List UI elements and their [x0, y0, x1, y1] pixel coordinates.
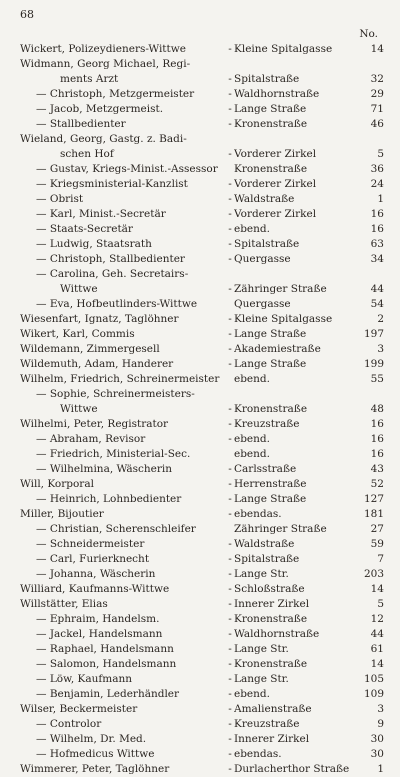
entry-name: — Hofmedicus Wittwe — [36, 748, 155, 760]
entry-separator: - — [228, 208, 232, 220]
entry-house-number: 181 — [363, 508, 384, 520]
entry-street: ebend. — [234, 373, 270, 385]
entry-street: Lange Straße — [234, 493, 307, 505]
list-item — [20, 252, 384, 267]
entry-house-number: 199 — [363, 358, 384, 370]
list-item — [20, 642, 384, 657]
list-item — [20, 222, 384, 237]
entry-street: Quergasse — [234, 253, 291, 265]
list-item — [20, 402, 384, 417]
entry-separator: - — [228, 118, 232, 130]
list-item — [20, 492, 384, 507]
entry-street: Innerer Zirkel — [234, 733, 310, 745]
entry-name: — Wilhelmina, Wäscherin — [36, 463, 173, 475]
entry-name: Wittwe — [60, 283, 98, 295]
entry-name: — Johanna, Wäscherin — [36, 568, 156, 580]
list-item — [20, 417, 384, 432]
column-header-number: No. — [359, 28, 378, 40]
entry-name: — Ephraim, Handelsm. — [36, 613, 160, 625]
entry-name: — Christoph, Stallbedienter — [36, 253, 185, 265]
entry-house-number: 52 — [370, 478, 384, 490]
entry-street: Kleine Spitalgasse — [234, 313, 333, 325]
entry-street: Kronenstraße — [234, 613, 308, 625]
entry-street: ebend. — [234, 448, 270, 460]
entry-separator: - — [228, 688, 232, 700]
entry-street: Lange Str. — [234, 568, 289, 580]
list-item — [20, 207, 384, 222]
entry-name: Wilhelmi, Peter, Registrator — [20, 418, 169, 430]
entry-separator: - — [228, 433, 232, 445]
entry-street: Durlacherthor Straße — [234, 763, 350, 775]
list-item — [20, 627, 384, 642]
list-item — [20, 657, 384, 672]
list-item — [20, 267, 384, 282]
entry-street: Akademiestraße — [234, 343, 321, 355]
entry-separator: - — [228, 313, 232, 325]
entry-house-number: 16 — [370, 223, 384, 235]
entry-house-number: 1 — [377, 763, 384, 775]
entry-street: Waldhornstraße — [234, 88, 320, 100]
entry-name: — Schneidermeister — [36, 538, 145, 550]
entry-street: Kronenstraße — [234, 658, 308, 670]
entry-separator: - — [228, 613, 232, 625]
list-item — [20, 102, 384, 117]
list-item — [20, 567, 384, 582]
entry-name: ments Arzt — [60, 73, 119, 85]
list-item — [20, 537, 384, 552]
entry-house-number: 44 — [370, 283, 384, 295]
entry-name: Wilhelm, Friedrich, Schreinermeister — [20, 373, 220, 385]
entry-street: Zähringer Straße — [234, 283, 327, 295]
entry-street: Lange Straße — [234, 328, 307, 340]
list-item — [20, 462, 384, 477]
entry-separator: - — [228, 643, 232, 655]
entry-house-number: 203 — [363, 568, 384, 580]
list-item — [20, 582, 384, 597]
entry-house-number: 63 — [370, 238, 384, 250]
entry-street: Kronenstraße — [234, 118, 308, 130]
list-item — [20, 747, 384, 762]
entry-street: Amalienstraße — [234, 703, 312, 715]
entry-name: — Salomon, Handelsmann — [36, 658, 177, 670]
entry-name: — Christian, Scherenschleifer — [36, 523, 196, 535]
entry-house-number: 3 — [377, 703, 384, 715]
entry-separator: - — [228, 463, 232, 475]
entry-separator: - — [228, 628, 232, 640]
entry-name: — Raphael, Handelsmann — [36, 643, 174, 655]
entry-separator: - — [228, 103, 232, 115]
entry-street: Kronenstraße — [234, 403, 308, 415]
entry-name: Wittwe — [60, 403, 98, 415]
entry-name: — Karl, Minist.-Secretär — [36, 208, 166, 220]
entry-street: Lange Str. — [234, 643, 289, 655]
entry-house-number: 197 — [363, 328, 384, 340]
entry-house-number: 34 — [370, 253, 384, 265]
entry-name: — Löw, Kaufmann — [36, 673, 133, 685]
entry-street: Kronenstraße — [234, 163, 308, 175]
entry-house-number: 59 — [370, 538, 384, 550]
entry-house-number: 29 — [370, 88, 384, 100]
entry-name: — Kriegsministerial-Kanzlist — [36, 178, 188, 190]
entry-house-number: 14 — [370, 43, 384, 55]
entry-separator: - — [228, 478, 232, 490]
entry-name: Wikert, Karl, Commis — [20, 328, 135, 340]
entry-name: Wieland, Georg, Gastg. z. Badi- — [20, 133, 187, 145]
entry-name: Wilser, Beckermeister — [20, 703, 138, 715]
entry-name: Wildemann, Zimmergesell — [20, 343, 160, 355]
entry-separator: - — [228, 283, 232, 295]
entry-street: Spitalstraße — [234, 73, 300, 85]
entry-separator: - — [228, 343, 232, 355]
entry-name: Williard, Kaufmanns-Wittwe — [20, 583, 170, 595]
entry-street: Spitalstraße — [234, 238, 300, 250]
list-item — [20, 177, 384, 192]
entry-name: — Jacob, Metzgermeist. — [36, 103, 164, 115]
list-item — [20, 297, 384, 312]
entry-name: — Obrist — [36, 193, 84, 205]
entry-house-number: 32 — [370, 73, 384, 85]
entry-house-number: 5 — [377, 598, 384, 610]
entry-house-number: 46 — [370, 118, 384, 130]
entry-separator: - — [228, 583, 232, 595]
list-item — [20, 597, 384, 612]
entry-street: Quergasse — [234, 298, 291, 310]
list-item — [20, 342, 384, 357]
entry-house-number: 1 — [377, 193, 384, 205]
entry-name: — Ludwig, Staatsrath — [36, 238, 152, 250]
entry-house-number: 16 — [370, 433, 384, 445]
entry-house-number: 54 — [370, 298, 384, 310]
list-item — [20, 237, 384, 252]
entry-name: — Eva, Hofbeutlinders-Wittwe — [36, 298, 198, 310]
entry-house-number: 16 — [370, 208, 384, 220]
list-item — [20, 477, 384, 492]
entry-house-number: 61 — [370, 643, 384, 655]
entry-name: — Staats-Secretär — [36, 223, 133, 235]
entry-name: — Carl, Furierknecht — [36, 553, 150, 565]
entry-street: Lange Straße — [234, 358, 307, 370]
list-item — [20, 762, 384, 777]
entry-house-number: 16 — [370, 448, 384, 460]
entry-house-number: 44 — [370, 628, 384, 640]
entry-street: Waldhornstraße — [234, 628, 320, 640]
entry-house-number: 3 — [377, 343, 384, 355]
entry-name: Wiesenfart, Ignatz, Taglöhner — [20, 313, 179, 325]
list-item — [20, 717, 384, 732]
entry-street: Kreuzstraße — [234, 418, 300, 430]
entry-separator: - — [228, 223, 232, 235]
entry-name: — Gustav, Kriegs-Minist.-Assessor — [36, 163, 218, 175]
list-item — [20, 132, 384, 147]
entry-separator: - — [228, 148, 232, 160]
entry-house-number: 55 — [370, 373, 384, 385]
entry-name: — Jackel, Handelsmann — [36, 628, 163, 640]
entry-name: Will, Korporal — [20, 478, 94, 490]
entry-street: Waldstraße — [234, 538, 295, 550]
entry-separator: - — [228, 493, 232, 505]
entry-street: Vorderer Zirkel — [234, 148, 317, 160]
entry-separator: - — [228, 253, 232, 265]
list-item — [20, 192, 384, 207]
entry-street: Zähringer Straße — [234, 523, 327, 535]
entry-street: ebendas. — [234, 508, 282, 520]
page-number: 68 — [20, 8, 34, 21]
entry-separator: - — [228, 328, 232, 340]
entry-street: Herrenstraße — [234, 478, 307, 490]
entry-list — [20, 42, 384, 777]
entry-house-number: 30 — [370, 733, 384, 745]
entry-street: ebend. — [234, 688, 270, 700]
list-item — [20, 612, 384, 627]
entry-street: Vorderer Zirkel — [234, 178, 317, 190]
entry-separator: - — [228, 88, 232, 100]
entry-street: Vorderer Zirkel — [234, 208, 317, 220]
entry-separator: - — [228, 193, 232, 205]
list-item — [20, 72, 384, 87]
list-item — [20, 552, 384, 567]
entry-name: — Christoph, Metzgermeister — [36, 88, 195, 100]
entry-street: Spitalstraße — [234, 553, 300, 565]
entry-house-number: 105 — [363, 673, 384, 685]
entry-street: Lange Str. — [234, 673, 289, 685]
entry-separator: - — [228, 418, 232, 430]
entry-house-number: 43 — [370, 463, 384, 475]
list-item — [20, 372, 384, 387]
entry-separator: - — [228, 403, 232, 415]
list-item — [20, 162, 384, 177]
entry-house-number: 14 — [370, 583, 384, 595]
entry-house-number: 71 — [370, 103, 384, 115]
entry-house-number: 127 — [363, 493, 384, 505]
entry-name: — Wilhelm, Dr. Med. — [36, 733, 147, 745]
entry-name: Wildemuth, Adam, Handerer — [20, 358, 174, 370]
list-item — [20, 327, 384, 342]
entry-name: Wimmerer, Peter, Taglöhner — [20, 763, 170, 775]
entry-separator: - — [228, 598, 232, 610]
entry-separator: - — [228, 658, 232, 670]
entry-separator: - — [228, 508, 232, 520]
entry-name: — Abraham, Revisor — [36, 433, 146, 445]
entry-street: ebendas. — [234, 748, 282, 760]
list-item — [20, 42, 384, 57]
entry-house-number: 24 — [370, 178, 384, 190]
list-item — [20, 147, 384, 162]
entry-name: — Benjamin, Lederhändler — [36, 688, 180, 700]
entry-street: Kleine Spitalgasse — [234, 43, 333, 55]
entry-house-number: 7 — [377, 553, 384, 565]
entry-house-number: 30 — [370, 748, 384, 760]
entry-separator: - — [228, 538, 232, 550]
entry-separator: - — [228, 748, 232, 760]
entry-house-number: 16 — [370, 418, 384, 430]
list-item — [20, 702, 384, 717]
list-item — [20, 522, 384, 537]
list-item — [20, 447, 384, 462]
entry-separator: - — [228, 568, 232, 580]
entry-street: Lange Straße — [234, 103, 307, 115]
entry-name: Willstätter, Elias — [20, 598, 108, 610]
entry-street: Schloßstraße — [234, 583, 305, 595]
entry-separator: - — [228, 733, 232, 745]
entry-separator: - — [228, 553, 232, 565]
entry-street: Innerer Zirkel — [234, 598, 310, 610]
entry-house-number: 9 — [377, 718, 384, 730]
list-item — [20, 672, 384, 687]
entry-separator: - — [228, 703, 232, 715]
list-item — [20, 687, 384, 702]
entry-street: Kreuzstraße — [234, 718, 300, 730]
entry-street: Waldstraße — [234, 193, 295, 205]
entry-street: Carlsstraße — [234, 463, 297, 475]
entry-separator: - — [228, 238, 232, 250]
entry-house-number: 5 — [377, 148, 384, 160]
entry-separator: - — [228, 763, 232, 775]
list-item — [20, 282, 384, 297]
entry-name: — Sophie, Schreinermeisters- — [36, 388, 195, 400]
entry-name: — Carolina, Geh. Secretairs- — [36, 268, 189, 280]
entry-house-number: 109 — [363, 688, 384, 700]
entry-house-number: 36 — [370, 163, 384, 175]
list-item — [20, 732, 384, 747]
list-item — [20, 312, 384, 327]
entry-name: schen Hof — [60, 148, 114, 160]
entry-house-number: 12 — [370, 613, 384, 625]
entry-name: — Controlor — [36, 718, 102, 730]
list-item — [20, 507, 384, 522]
entry-street: ebend. — [234, 433, 270, 445]
entry-house-number: 27 — [370, 523, 384, 535]
entry-street: ebend. — [234, 223, 270, 235]
entry-separator: - — [228, 673, 232, 685]
list-item — [20, 87, 384, 102]
entry-name: Wickert, Polizeydieners-Wittwe — [20, 43, 186, 55]
list-item — [20, 117, 384, 132]
entry-separator: - — [228, 43, 232, 55]
entry-separator: - — [228, 358, 232, 370]
list-item — [20, 357, 384, 372]
entry-separator: - — [228, 178, 232, 190]
list-item — [20, 387, 384, 402]
entry-name: Widmann, Georg Michael, Regi- — [20, 58, 191, 70]
entry-name: — Heinrich, Lohnbedienter — [36, 493, 182, 505]
entry-house-number: 14 — [370, 658, 384, 670]
entry-name: Miller, Bijoutier — [20, 508, 104, 520]
list-item — [20, 432, 384, 447]
entry-house-number: 2 — [377, 313, 384, 325]
entry-name: — Stallbedienter — [36, 118, 126, 130]
entry-separator: - — [228, 73, 232, 85]
entry-separator: - — [228, 718, 232, 730]
entry-house-number: 48 — [370, 403, 384, 415]
entry-name: — Friedrich, Ministerial-Sec. — [36, 448, 191, 460]
list-item — [20, 57, 384, 72]
